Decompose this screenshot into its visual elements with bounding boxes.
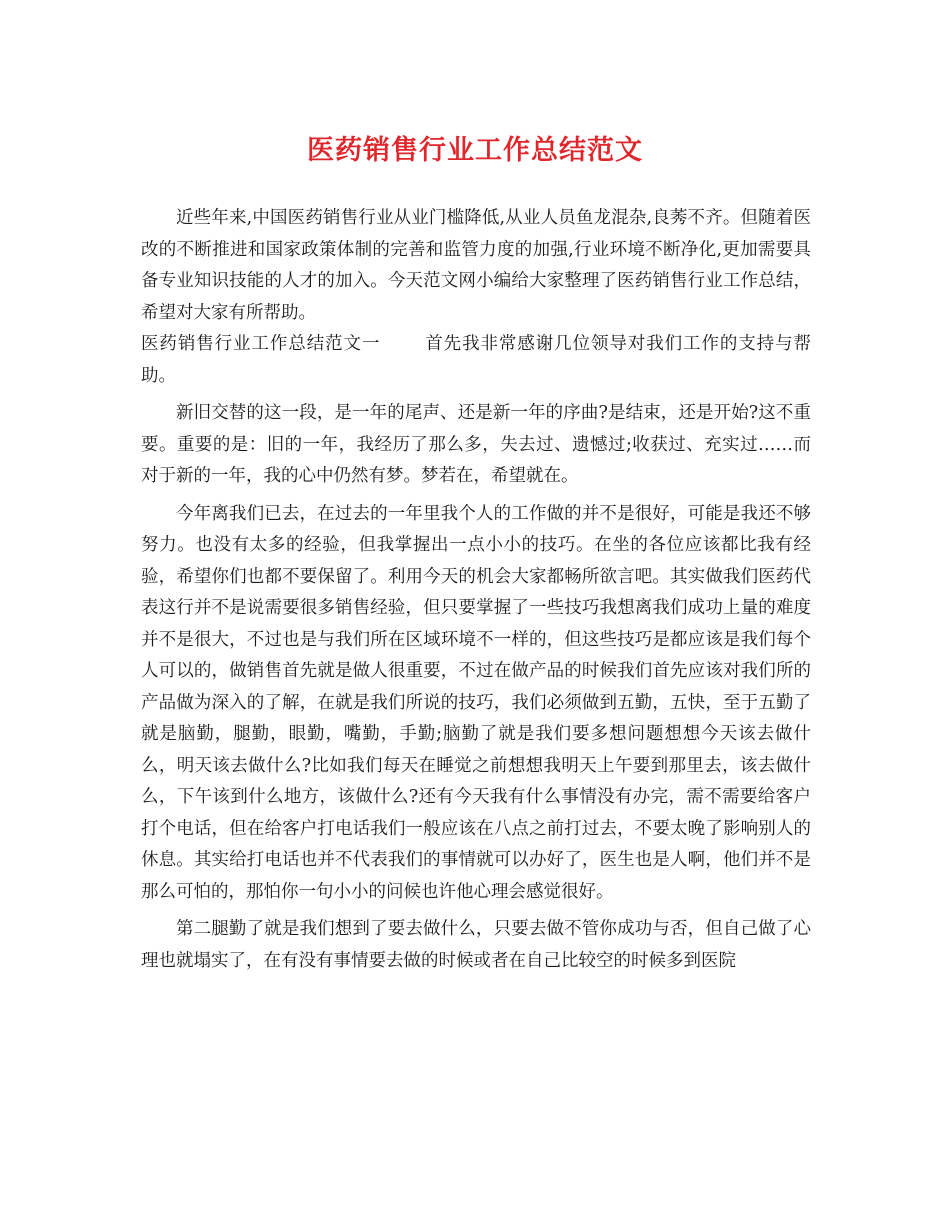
section-paragraph xyxy=(141,329,811,392)
section-first-line: 首先我非常感谢几位领导对我们工作的支持与帮助。 xyxy=(141,334,812,386)
body-paragraph-3: 第二腿勤了就是我们想到了要去做什么，只要去做不管你成功与否，但自己做了心理也就塌实了，在有没有事情要去做的时候或者在自己比较空的时候多到医院 xyxy=(141,919,811,971)
body-paragraph-2: 今年离我们已去，在过去的一年里我个人的工作做的并不是很好，可能是我还不够努力。也没有太多的经验，但我掌握出一点小小的技巧。在坐的各位应该都比我有经验，希望你们也都不要保留了。利用今天的机会大家都畅所欲言吧。其实做我们医药代表这行并不是说需要很多销售经验，但只要掌握了一些技巧我想离我们成功上量的难度并不是很大，不过也是与我们所在区域环境不一样的，但这些技巧是都应该是我们每个人可以的，做销售首先就是做人很重要，不过在做产品的时候我们首先应该对我们所的产品做为深入的了解，在就是我们所说的技巧，我们必须做到五勤，五快，至于五勤了就是脑勤，腿勤，眼勤，嘴勤，手勤;脑勤了就是我们要多想问题想想今天该去做什么，明天该去做什么?比如我们每天在睡觉之前想想我明天上午要到那里去，该去做什么，下午该到什么地方，该做什么?还有今天我有什么事情没有办完，需不需要给客户打个电话，但在给客户打电话我们一般应该在八点之前打过去，不要太晚了影响别人的休息。其实给打电话也并不代表我们的事情就可以办好了，医生也是人啊，他们并不是那么可怕的，那怕你一句小小的问候也许他心理会感觉很好。 xyxy=(141,503,811,902)
document-body xyxy=(141,203,811,977)
body-paragraph-1: 新旧交替的这一段，是一年的尾声、还是新一年的序曲?是结束，还是开始?这不重要。重要的是：旧的一年，我经历了那么多，失去过、遗憾过;收获过、充实过……而对于新的一年，我的心中仍然有梦。梦若在，希望就在。 xyxy=(141,403,811,486)
section-heading: 医药销售行业工作总结范文一 xyxy=(141,334,381,354)
document-title: 医药销售行业工作总结范文 xyxy=(307,135,643,166)
intro-paragraph: 近些年来,中国医药销售行业从业门槛降低,从业人员鱼龙混杂,良莠不齐。但随着医改的不断推进和国家政策体制的完善和监管力度的加强,行业环境不断净化,更加需要具备专业知识技能的人才的加入。今天范文网小编给大家整理了医药销售行业工作总结，希望对大家有所帮助。 xyxy=(141,208,811,323)
